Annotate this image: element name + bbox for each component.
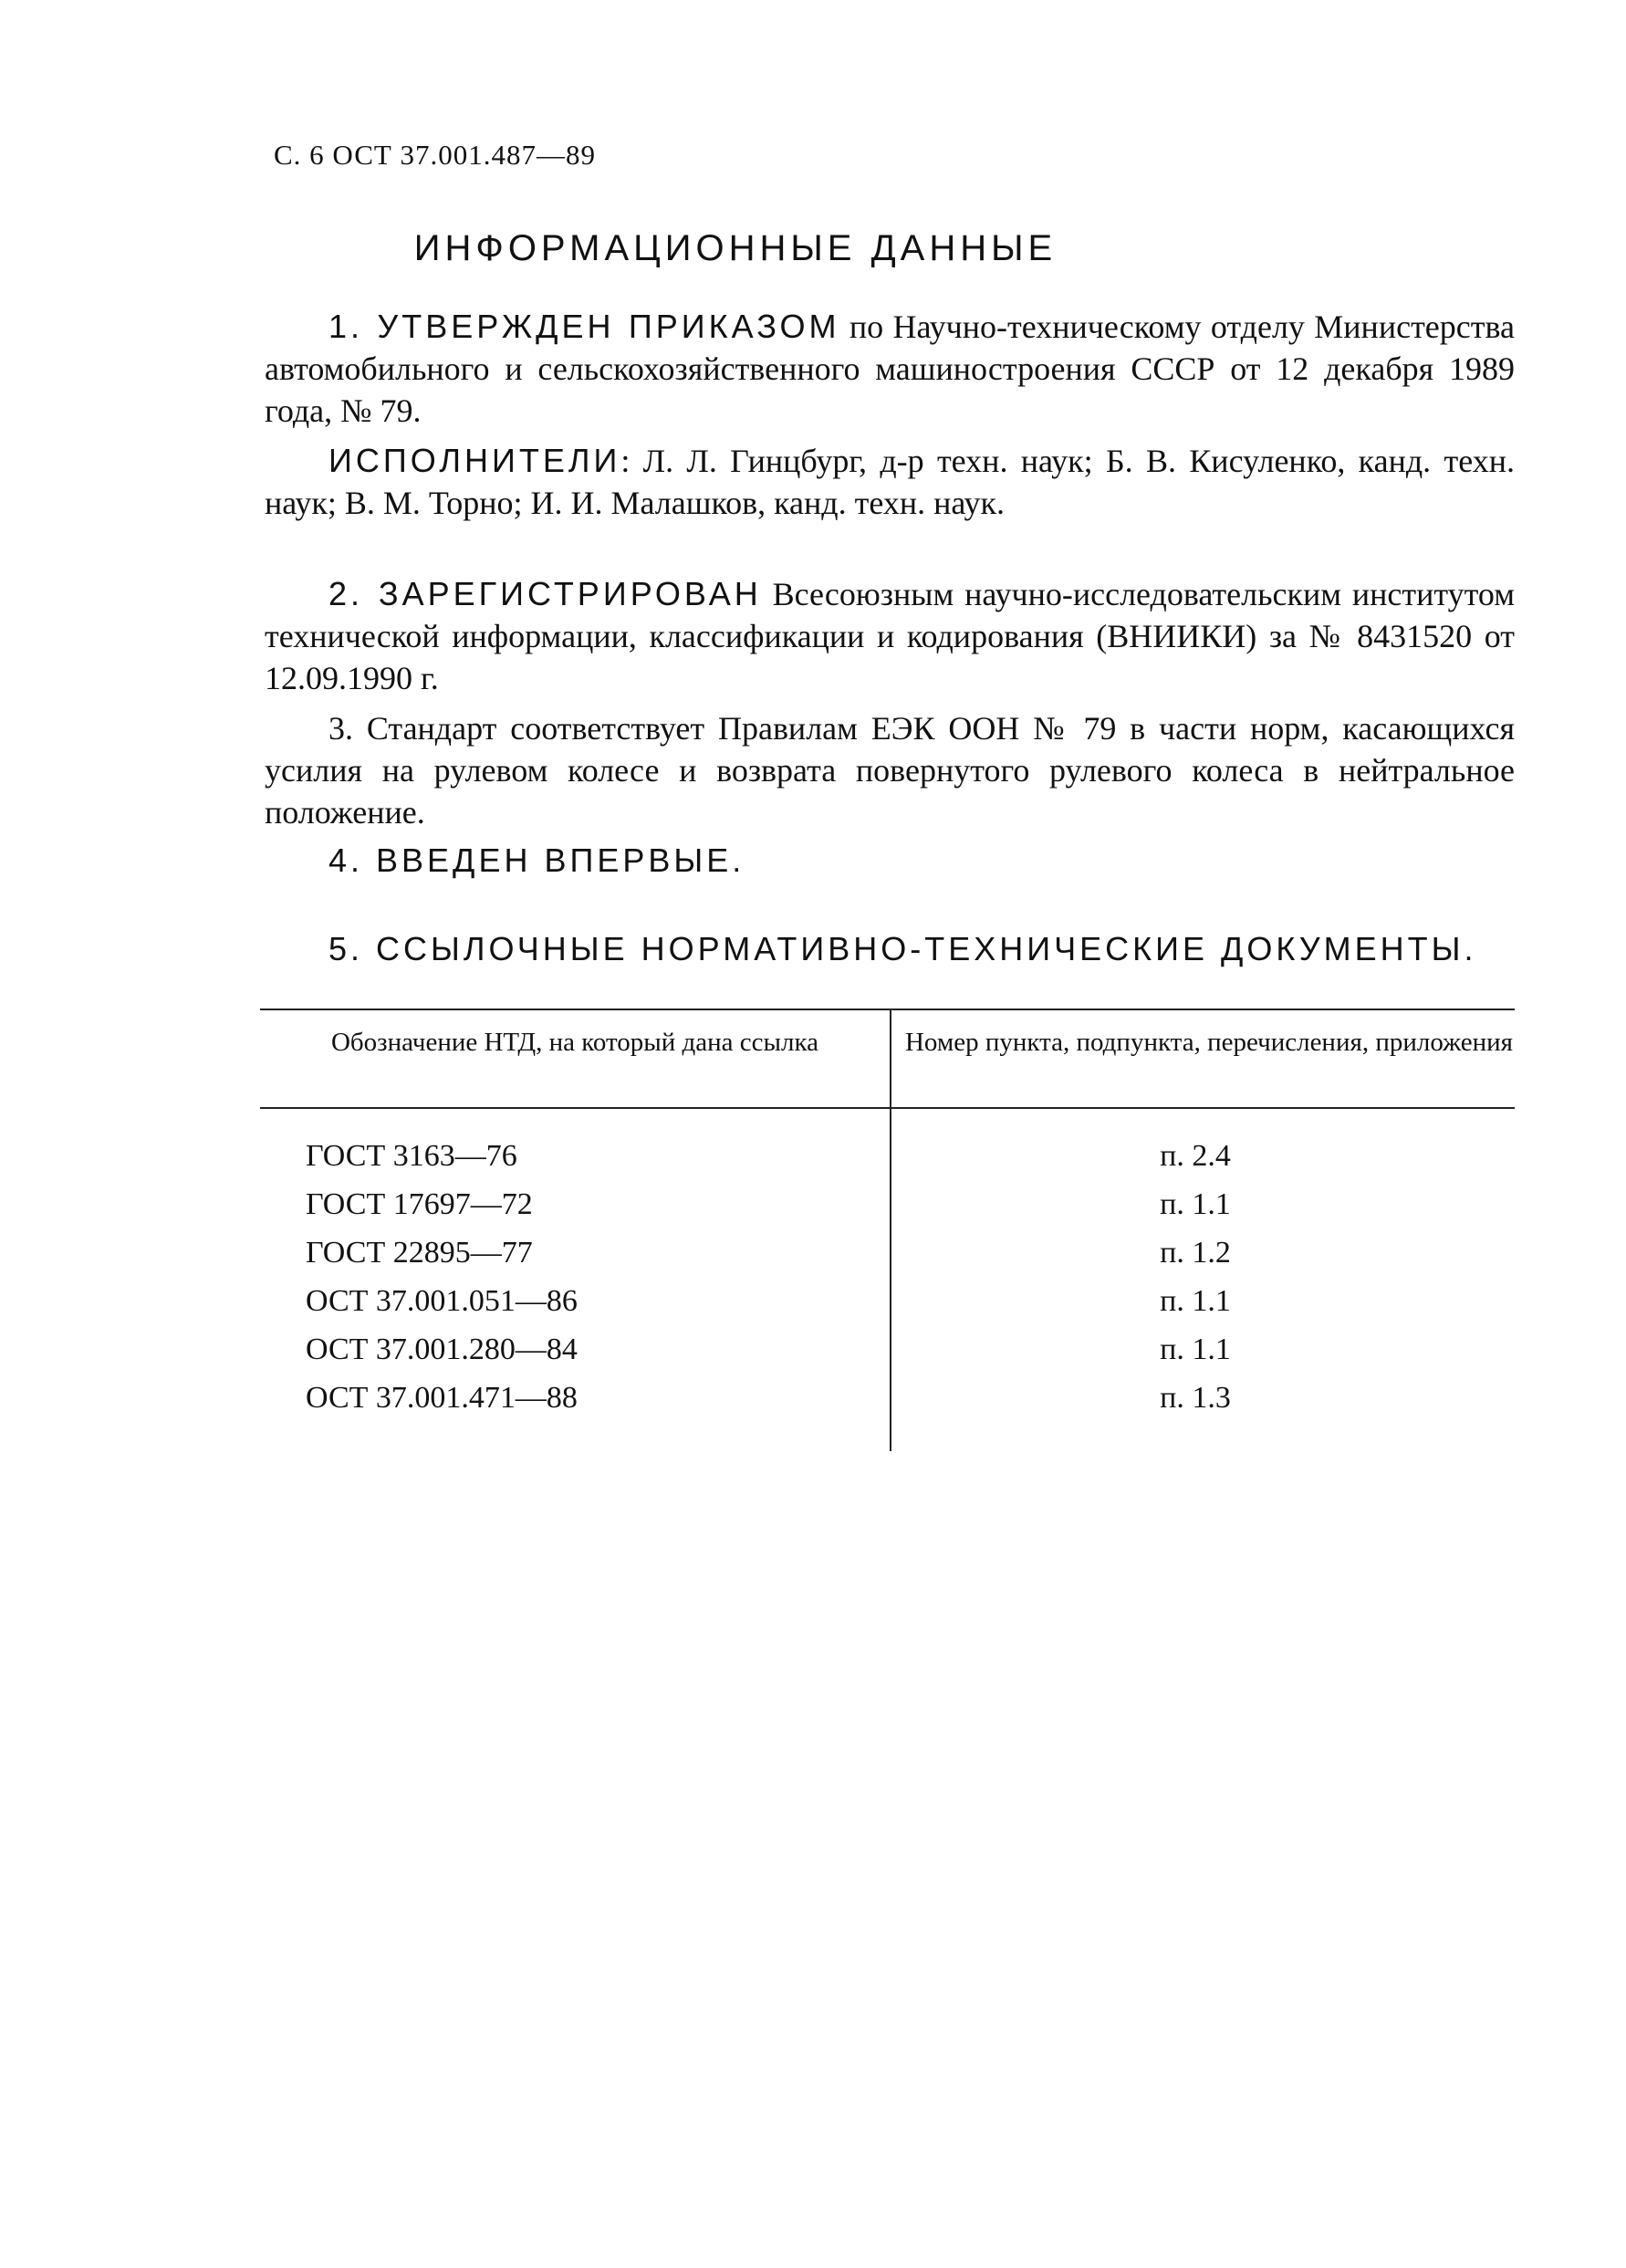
paragraph-registered [265,573,1515,699]
table-cell-document: ОСТ 37.001.471—88 [306,1381,578,1415]
references-text: 5. ССЫЛОЧНЫЕ НОРМАТИВНО-ТЕХНИЧЕСКИЕ ДОКУМЕНТЫ. [328,930,1477,967]
table-cell-document: ГОСТ 17697—72 [306,1187,533,1221]
table-cell-reference: п. 1.3 [1160,1381,1231,1415]
paragraph-conformity [265,707,1515,833]
performers-lead: ИСПОЛНИТЕЛИ [328,442,621,479]
table-header-rule [260,1107,1515,1109]
table-cell-document: ОСТ 37.001.051—86 [306,1284,578,1318]
table-cell-reference: п. 1.2 [1160,1236,1231,1270]
table-row [0,1236,1626,1283]
introduced-text: 4. ВВЕДЕН ВПЕРВЫЕ. [328,841,745,879]
table-header-reference: Номер пункта, подпункта, перечисления, приложения [904,1028,1514,1057]
table-row [0,1187,1626,1235]
registered-lead: 2. ЗАРЕГИСТРИРОВАН [328,575,762,612]
table-cell-document: ГОСТ 3163—76 [306,1139,517,1173]
paragraph-approved [265,306,1515,432]
table-cell-reference: п. 1.1 [1160,1333,1231,1366]
page-header: С. 6 ОСТ 37.001.487—89 [274,139,597,171]
page-title: ИНФОРМАЦИОННЫЕ ДАННЫЕ [413,228,1058,268]
table-row [0,1284,1626,1332]
table-row [0,1381,1626,1428]
table-row [0,1333,1626,1380]
table-row [0,1139,1626,1186]
registered-text: Всесоюзным научно-исследовательским институтом технической информации, классификации и кодирования (ВНИИКИ) за № 8431520 от 12.09.1990 г. [265,576,1515,696]
approved-text: по Научно-техническому отделу Министерства автомобильного и сельскохозяйственного машиностроения СССР от 12 декабря 1989 года, № 79. [265,308,1515,429]
table-header-document: Обозначение НТД, на который дана ссылка [330,1028,819,1057]
table-cell-reference: п. 1.1 [1160,1187,1231,1221]
table-cell-reference: п. 1.1 [1160,1284,1231,1318]
table-top-rule [260,1009,1515,1010]
table-cell-reference: п. 2.4 [1160,1139,1231,1173]
conformity-text: 3. Стандарт соответствует Правилам ЕЭК ООН № 79 в части норм, касающихся усилия на рулевом колесе и возврата повернутого рулевого колеса в нейтральное положение. [265,710,1515,831]
paragraph-performers [265,440,1515,524]
table-cell-document: ГОСТ 22895—77 [306,1236,533,1270]
table-cell-document: ОСТ 37.001.280—84 [306,1333,578,1366]
paragraph-references [265,928,1515,970]
approved-lead: 1. УТВЕРЖДЕН ПРИКАЗОМ [328,308,840,345]
performers-text: : Л. Л. Гинцбург, д-р техн. наук; Б. В. Кисуленко, канд. техн. наук; В. М. Торно; И. И. Малашков, канд. техн. наук. [265,443,1515,521]
paragraph-introduced [265,840,1515,882]
